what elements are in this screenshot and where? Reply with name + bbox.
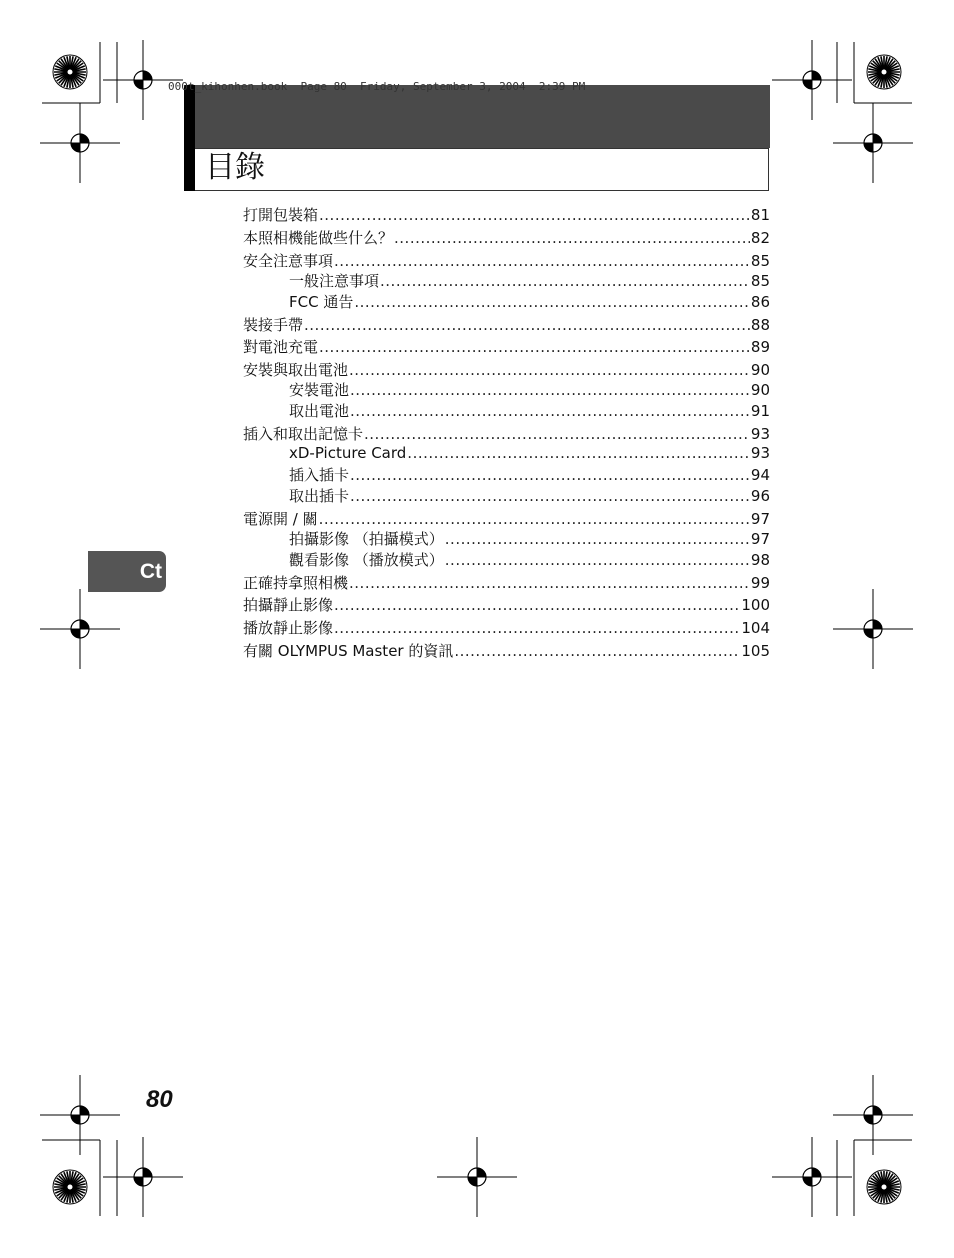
toc-leader-dots [380,274,750,289]
toc-entry-label: 取出插卡 [289,487,350,505]
toc-entry [243,468,770,483]
toc-leader-dots [349,576,750,591]
header-banner [184,85,770,148]
toc-entry-label: 插入和取出記憶卡 [243,425,364,443]
toc-entry [243,576,770,591]
toc-entry-page: 104 [741,619,770,637]
toc-entry [243,598,770,613]
toc-entry-label: 一般注意事項 [289,272,380,290]
toc-entry-label: 安裝與取出電池 [243,361,349,379]
toc-entry-label: 裝接手帶 [243,316,304,334]
toc-entry-page: 94 [750,466,770,484]
toc-leader-dots [319,340,750,355]
toc-entry-label: xD-Picture Card [289,444,407,462]
page-title: 目錄 [205,150,265,185]
toc-entry-page: 82 [750,229,770,247]
toc-leader-dots [364,427,750,442]
toc-entry [243,404,770,419]
toc-entry-label: 拍攝影像 （拍攝模式） [289,530,444,548]
toc-leader-dots [445,553,750,568]
toc-entry-page: 96 [750,487,770,505]
toc-entry-page: 93 [750,444,770,462]
toc-entry [243,621,770,636]
toc-entry [243,532,770,547]
toc-leader-dots [349,363,750,378]
toc-leader-dots [350,489,750,504]
toc-entry-page: 97 [750,510,770,528]
toc-entry-label: 取出電池 [289,402,350,420]
toc-leader-dots [334,621,740,636]
toc-entry-page: 105 [741,642,770,660]
toc-entry-label: 本照相機能做些什么？ [243,229,394,247]
toc-entry-page: 98 [750,551,770,569]
toc-entry-label: 正確持拿照相機 [243,574,349,592]
toc-entry-label: 拍攝靜止影像 [243,596,334,614]
toc-entry-label: 電源開 / 關 [243,510,318,528]
toc-entry-label: 打開包裝箱 [243,206,319,224]
language-tab: Ct [88,551,166,592]
header-accent-bar [184,85,195,191]
toc-entry-page: 81 [750,206,770,224]
toc-entry [243,231,770,246]
toc-leader-dots [394,231,750,246]
toc-entry-label: 觀看影像 （播放模式） [289,551,444,569]
toc-entry [243,254,770,269]
toc-leader-dots [350,404,750,419]
toc-entry-label: 安全注意事項 [243,252,334,270]
toc-entry [243,446,770,461]
toc-entry-page: 89 [750,338,770,356]
toc-entry-page: 90 [750,361,770,379]
toc-entry [243,208,770,223]
toc-leader-dots [354,295,750,310]
page-number: 80 [146,1086,173,1113]
toc-entry [243,295,770,310]
toc-entry-page: 100 [741,596,770,614]
toc-entry-label: 對電池充電 [243,338,319,356]
toc-entry [243,553,770,568]
toc-leader-dots [334,254,750,269]
toc-entry-page: 90 [750,381,770,399]
toc-entry [243,427,770,442]
toc-leader-dots [445,532,750,547]
toc-entry [243,363,770,378]
toc-leader-dots [319,512,750,527]
toc-entry-label: 插入插卡 [289,466,350,484]
toc-entry-page: 88 [750,316,770,334]
toc-entry-label: FCC 通告 [289,293,354,311]
toc-leader-dots [334,598,740,613]
toc-leader-dots [407,446,750,461]
toc-entry-page: 85 [750,252,770,270]
toc-entry-page: 86 [750,293,770,311]
toc-leader-dots [304,318,750,333]
toc-entry-page: 93 [750,425,770,443]
toc-entry-page: 85 [750,272,770,290]
toc-entry-page: 91 [750,402,770,420]
toc-leader-dots [350,468,750,483]
toc-leader-dots [350,383,750,398]
toc-entry-label: 有關 OLYMPUS Master 的資訊 [243,642,454,660]
title-box [195,148,769,191]
toc-entry-page: 99 [750,574,770,592]
toc-entry [243,340,770,355]
toc-leader-dots [454,644,740,659]
toc-entry-label: 安裝電池 [289,381,350,399]
toc-entry [243,512,770,527]
toc-entry [243,383,770,398]
toc-entry [243,318,770,333]
toc-entry [243,644,770,659]
toc-entry [243,489,770,504]
toc-entry-label: 播放靜止影像 [243,619,334,637]
toc-entry-page: 97 [750,530,770,548]
toc-leader-dots [319,208,750,223]
toc-entry [243,274,770,289]
print-header: 000t_kihonhen.book Page 80 Friday, September 3, 2004 2:39 PM [168,80,586,93]
